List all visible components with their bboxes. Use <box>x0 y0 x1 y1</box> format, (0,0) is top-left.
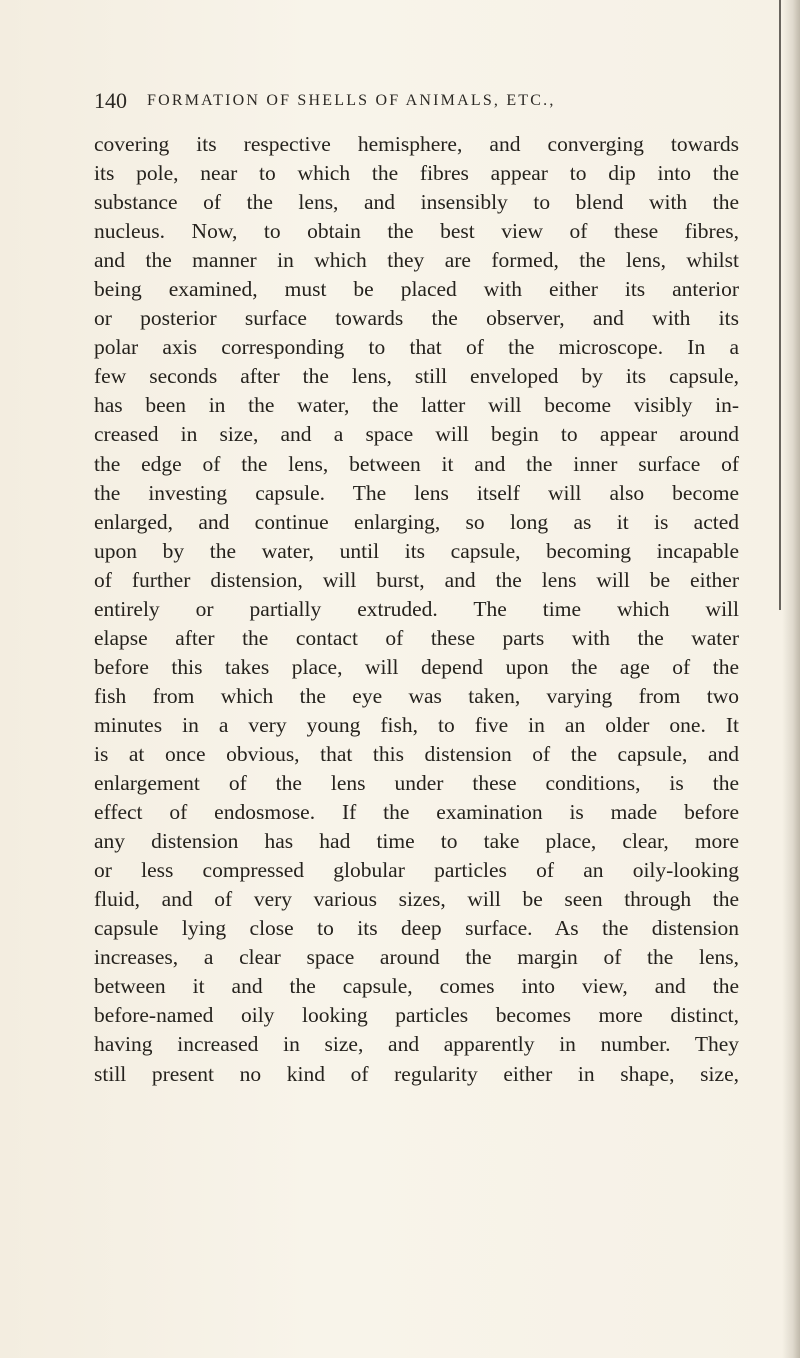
text-line: of further distension, will burst, and the lens will be either <box>94 567 739 592</box>
text-line: few seconds after the lens, still enveloped by its capsule, <box>94 364 739 389</box>
text-line: has been in the water, the latter will become visibly in- <box>94 393 739 418</box>
text-line: minutes in a very young fish, to five in an older one. It <box>94 712 739 737</box>
text-line: the investing capsule. The lens itself will also become <box>94 480 739 505</box>
text-line: or less compressed globular particles of an oily-looking <box>94 858 739 883</box>
text-line: still present no kind of regularity either in shape, size, <box>94 1061 739 1086</box>
text-line: or posterior surface towards the observer, and with its <box>94 306 739 331</box>
page-edge-shadow <box>782 0 800 1358</box>
text-line: substance of the lens, and insensibly to blend with the <box>94 190 739 215</box>
text-line: covering its respective hemisphere, and converging towards <box>94 132 739 156</box>
text-line: fluid, and of very various sizes, will be seen through the <box>94 887 739 912</box>
body-text <box>94 130 739 1089</box>
text-line: elapse after the contact of these parts with the water <box>94 625 739 650</box>
text-line: creased in size, and a space will begin to appear around <box>94 422 739 447</box>
text-line: the edge of the lens, between it and the inner surface of <box>94 451 739 476</box>
running-head: FORMATION OF SHELLS OF ANIMALS, ETC., <box>147 92 556 109</box>
text-line: being examined, must be placed with either its anterior <box>94 277 739 302</box>
text-line: any distension has had time to take place, clear, more <box>94 829 739 854</box>
text-line: before this takes place, will depend upon the age of the <box>94 654 739 679</box>
text-line: capsule lying close to its deep surface. As the distension <box>94 916 739 941</box>
text-line: and the manner in which they are formed, the lens, whilst <box>94 248 739 273</box>
text-line: before-named oily looking particles becomes more distinct, <box>94 1003 739 1028</box>
page-edge-rule <box>779 0 781 610</box>
page-header <box>94 88 704 116</box>
text-line: nucleus. Now, to obtain the best view of these fibres, <box>94 219 739 244</box>
text-line: having increased in size, and apparently in number. They <box>94 1032 739 1057</box>
text-line: its pole, near to which the fibres appear to dip into the <box>94 161 739 186</box>
page-number: 140 <box>94 88 127 113</box>
text-line: effect of endosmose. If the examination is made before <box>94 800 739 825</box>
text-line: enlargement of the lens under these conditions, is the <box>94 771 739 796</box>
text-line: is at once obvious, that this distension of the capsule, and <box>94 741 739 766</box>
text-line: polar axis corresponding to that of the microscope. In a <box>94 335 739 360</box>
text-line: between it and the capsule, comes into view, and the <box>94 974 739 999</box>
text-line: increases, a clear space around the margin of the lens, <box>94 945 739 970</box>
text-line: upon by the water, until its capsule, becoming incapable <box>94 538 739 563</box>
text-line: enlarged, and continue enlarging, so long as it is acted <box>94 509 739 534</box>
text-line: fish from which the eye was taken, varying from two <box>94 683 739 708</box>
text-line: entirely or partially extruded. The time which will <box>94 596 739 621</box>
